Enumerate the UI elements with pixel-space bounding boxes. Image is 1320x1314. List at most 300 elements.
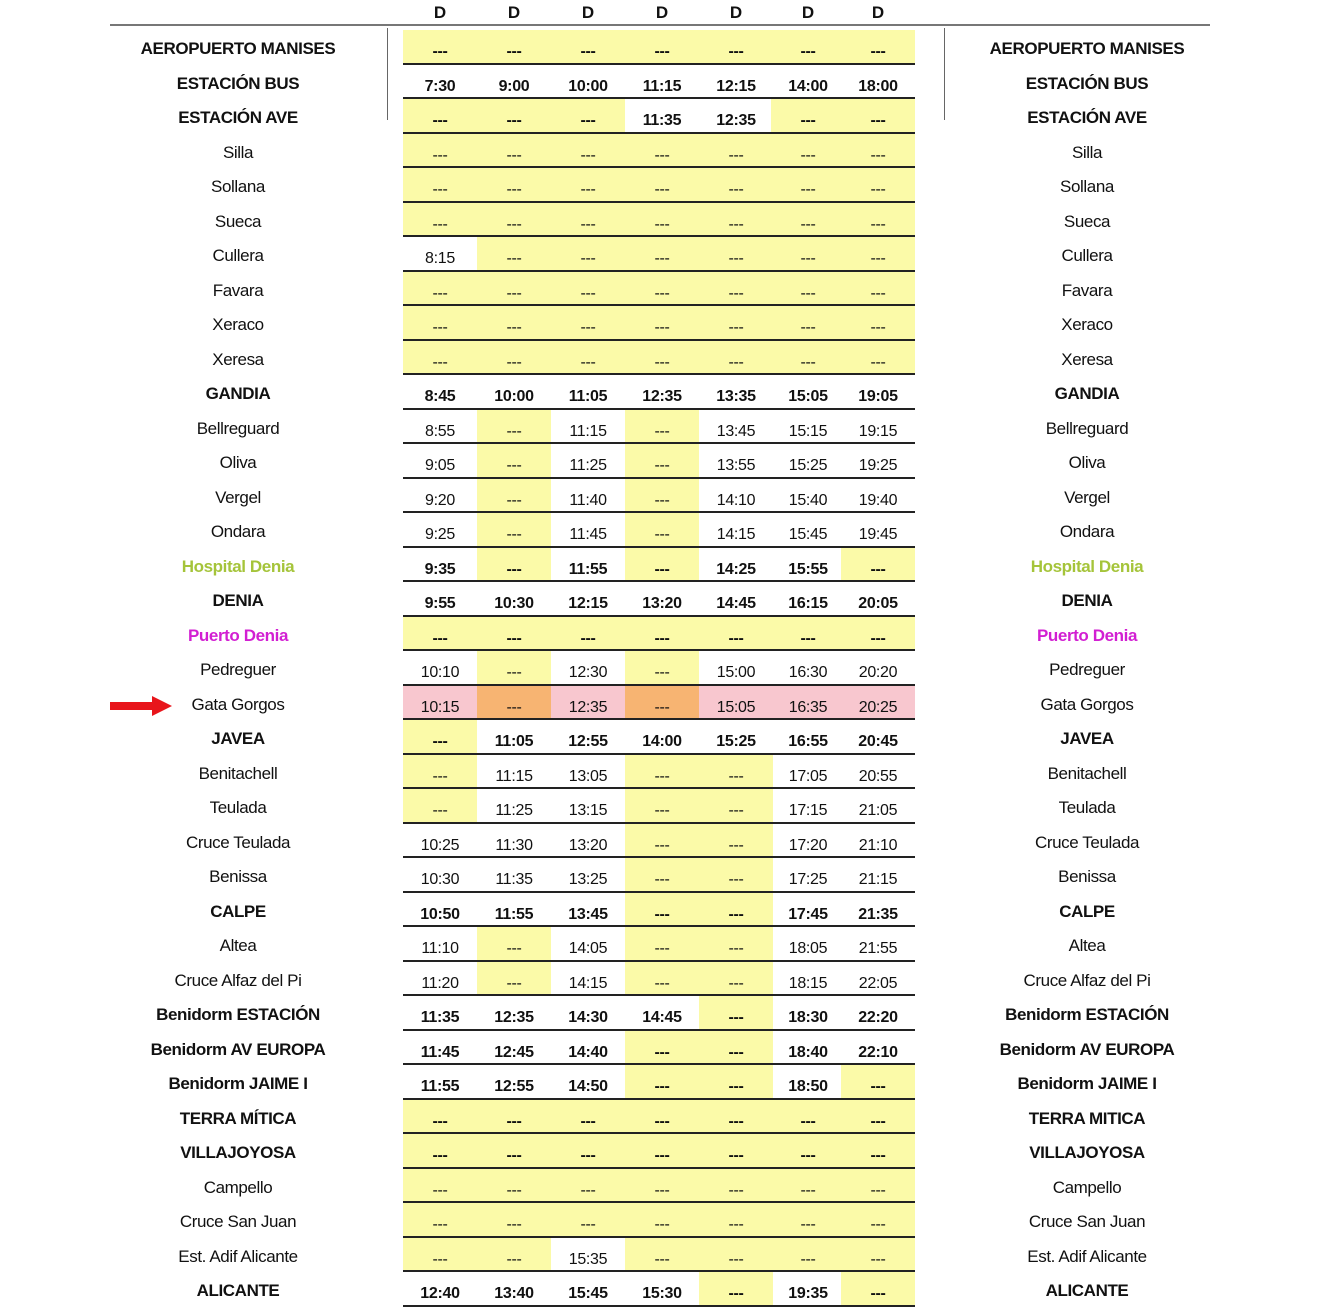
time-cell: 18:50 — [771, 1065, 845, 1100]
time-cell: --- — [551, 617, 625, 652]
time-cell: 15:45 — [771, 513, 845, 548]
stop-name-left: DENIA — [212, 591, 264, 610]
stop-name-right: Vergel — [1064, 487, 1110, 507]
time-cell: --- — [771, 168, 845, 203]
time-cell: 14:00 — [771, 65, 845, 100]
stop-name-right: Teulada — [1058, 798, 1116, 817]
time-cell: --- — [699, 1238, 773, 1273]
time-cell: --- — [841, 134, 915, 169]
time-cell: 15:25 — [699, 720, 773, 755]
time-cell: --- — [771, 203, 845, 238]
time-cell: --- — [403, 272, 477, 307]
stop-name-left: Gata Gorgos — [191, 694, 285, 714]
time-cell: --- — [477, 341, 551, 376]
time-cell: --- — [841, 1272, 915, 1307]
stop-name-right: Bellreguard — [1045, 418, 1129, 438]
stop-name-right: AEROPUERTO MANISES — [989, 39, 1185, 58]
time-cell: --- — [771, 306, 845, 341]
stop-name-left: ALICANTE — [196, 1281, 280, 1300]
time-cell: 14:00 — [625, 720, 699, 755]
time-cell: --- — [403, 1203, 477, 1238]
time-cell: --- — [625, 30, 699, 65]
time-cell: --- — [841, 168, 915, 203]
time-cell: 11:55 — [551, 548, 625, 583]
time-cell: 13:25 — [551, 858, 625, 893]
stop-name-left: Altea — [219, 936, 257, 955]
stop-name-left: Teulada — [209, 798, 267, 817]
time-cell: --- — [477, 548, 551, 583]
time-cell: --- — [551, 30, 625, 65]
time-cell: --- — [841, 30, 915, 65]
time-cell: 14:25 — [699, 548, 773, 583]
stop-name-right: GANDIA — [1054, 384, 1120, 403]
time-cell: --- — [841, 1065, 915, 1100]
time-cell: --- — [477, 1203, 551, 1238]
stop-name-right: Favara — [1061, 280, 1113, 300]
time-cell: --- — [477, 1100, 551, 1135]
stop-name-left: Cruce San Juan — [179, 1212, 297, 1231]
stop-name-left: Oliva — [219, 453, 257, 472]
time-cell: 11:45 — [551, 513, 625, 548]
time-cell: --- — [699, 617, 773, 652]
stop-name-right: ESTACIÓN AVE — [1027, 108, 1147, 127]
time-cell: --- — [625, 479, 699, 514]
time-cell: --- — [699, 134, 773, 169]
time-cell: --- — [625, 237, 699, 272]
time-cell: 12:45 — [477, 1031, 551, 1066]
time-cell: --- — [625, 444, 699, 479]
time-cell: --- — [625, 617, 699, 652]
time-cell: 15:55 — [771, 548, 845, 583]
time-cell: 10:30 — [477, 582, 551, 617]
stop-name-right: ALICANTE — [1045, 1281, 1129, 1300]
stop-name-left: Puerto Denia — [187, 625, 289, 645]
time-cell: 19:45 — [841, 513, 915, 548]
time-cell: --- — [841, 341, 915, 376]
stop-name-right: Oliva — [1068, 453, 1106, 472]
time-cell: 13:55 — [699, 444, 773, 479]
time-cell: --- — [551, 1203, 625, 1238]
stop-name-right: CALPE — [1059, 901, 1115, 921]
time-cell: 14:45 — [699, 582, 773, 617]
time-cell: 21:10 — [841, 824, 915, 859]
time-cell: --- — [699, 1134, 773, 1169]
time-cell: --- — [477, 962, 551, 997]
time-cell: 11:55 — [477, 893, 551, 928]
time-cell: --- — [771, 1203, 845, 1238]
time-cell: --- — [771, 272, 845, 307]
time-cell: --- — [551, 168, 625, 203]
time-cell: 15:00 — [699, 651, 773, 686]
time-cell: --- — [403, 1100, 477, 1135]
stop-name-right: Pedreguer — [1049, 660, 1125, 679]
time-cell: --- — [699, 927, 773, 962]
stop-name-left: CALPE — [210, 901, 266, 921]
column-header-5: D — [729, 3, 743, 22]
stop-name-right: Benidorm JAIME I — [1017, 1074, 1157, 1093]
stop-name-left: Hospital Denia — [181, 556, 295, 576]
column-header-4: D — [655, 3, 669, 22]
time-cell: --- — [551, 272, 625, 307]
stop-name-left: Benitachell — [198, 763, 278, 783]
time-cell: 19:15 — [841, 410, 915, 445]
stop-name-left: Campello — [203, 1177, 273, 1197]
time-cell: 15:05 — [771, 375, 845, 410]
time-cell: --- — [841, 272, 915, 307]
stop-name-left: GANDIA — [205, 384, 271, 403]
column-header-3: D — [581, 3, 595, 22]
time-cell: --- — [841, 1203, 915, 1238]
time-cell: --- — [699, 824, 773, 859]
time-cell: 14:10 — [699, 479, 773, 514]
stop-name-right: Cruce Alfaz del Pi — [1023, 970, 1151, 990]
stop-name-left: ESTACIÓN BUS — [176, 73, 300, 93]
time-cell: 15:30 — [625, 1272, 699, 1307]
time-cell: 18:00 — [841, 65, 915, 100]
time-cell: 11:25 — [551, 444, 625, 479]
stop-name-left: Silla — [222, 142, 254, 162]
time-cell: 20:20 — [841, 651, 915, 686]
time-cell: 22:05 — [841, 962, 915, 997]
time-cell: --- — [477, 272, 551, 307]
column-header-2: D — [507, 3, 521, 22]
time-cell: --- — [403, 341, 477, 376]
time-cell: 17:15 — [771, 789, 845, 824]
time-cell: --- — [403, 203, 477, 238]
time-cell: --- — [625, 513, 699, 548]
column-header-1: D — [433, 3, 447, 22]
time-cell: --- — [625, 686, 699, 721]
time-cell: --- — [841, 203, 915, 238]
time-cell: --- — [771, 134, 845, 169]
stop-name-right: Sueca — [1063, 211, 1111, 231]
time-cell: 12:35 — [551, 686, 625, 721]
time-cell: 12:35 — [625, 375, 699, 410]
time-cell: 11:10 — [403, 927, 477, 962]
time-cell: 13:45 — [699, 410, 773, 445]
stop-name-left: JAVEA — [211, 729, 265, 748]
stop-name-right: Benidorm AV EUROPA — [999, 1039, 1175, 1059]
column-header-7: D — [871, 3, 885, 22]
time-cell: --- — [551, 341, 625, 376]
stop-name-left: Xeresa — [212, 349, 264, 369]
time-cell: --- — [841, 1238, 915, 1273]
time-cell: 19:40 — [841, 479, 915, 514]
time-cell: --- — [771, 237, 845, 272]
time-cell: 19:05 — [841, 375, 915, 410]
time-cell: --- — [771, 1100, 845, 1135]
time-cell: --- — [551, 237, 625, 272]
stop-name-right: Puerto Denia — [1036, 625, 1138, 645]
time-cell: 16:35 — [771, 686, 845, 721]
stop-name-right: Silla — [1071, 142, 1103, 162]
time-cell: 15:25 — [771, 444, 845, 479]
time-cell: --- — [771, 1238, 845, 1273]
time-cell: --- — [625, 168, 699, 203]
time-cell: 12:15 — [551, 582, 625, 617]
stop-name-right: Ondara — [1059, 522, 1115, 541]
time-cell: --- — [625, 789, 699, 824]
time-cell: --- — [699, 341, 773, 376]
time-cell: 10:10 — [403, 651, 477, 686]
time-cell: --- — [477, 686, 551, 721]
time-cell: --- — [625, 651, 699, 686]
time-cell: 14:40 — [551, 1031, 625, 1066]
time-cell: --- — [841, 237, 915, 272]
time-cell: --- — [841, 1134, 915, 1169]
time-cell: --- — [477, 1169, 551, 1204]
time-cell: --- — [551, 203, 625, 238]
time-cell: --- — [625, 341, 699, 376]
stop-name-left: Est. Adif Alicante — [178, 1246, 298, 1266]
time-cell: 20:55 — [841, 755, 915, 790]
stop-name-right: Cullera — [1061, 246, 1113, 265]
stop-name-right: Benissa — [1058, 867, 1116, 886]
time-cell: 21:35 — [841, 893, 915, 928]
stop-name-right: Cruce Teulada — [1034, 832, 1140, 852]
time-cell: --- — [625, 1238, 699, 1273]
time-cell: --- — [771, 1134, 845, 1169]
stop-name-right: Est. Adif Alicante — [1027, 1246, 1147, 1266]
stop-name-right: Campello — [1052, 1177, 1122, 1197]
time-cell: --- — [625, 755, 699, 790]
time-cell: --- — [551, 1169, 625, 1204]
time-cell: 11:35 — [625, 99, 699, 134]
time-cell: --- — [625, 134, 699, 169]
time-cell: 13:45 — [551, 893, 625, 928]
time-cell: --- — [841, 617, 915, 652]
time-cell: --- — [699, 203, 773, 238]
stop-name-left: Vergel — [215, 487, 261, 507]
time-cell: --- — [403, 30, 477, 65]
time-cell: 14:45 — [625, 996, 699, 1031]
stop-name-right: Altea — [1068, 936, 1106, 955]
time-cell: 10:00 — [551, 65, 625, 100]
time-cell: 9:55 — [403, 582, 477, 617]
time-cell: 14:05 — [551, 927, 625, 962]
stop-name-right: DENIA — [1061, 591, 1113, 610]
time-cell: 10:25 — [403, 824, 477, 859]
stop-name-right: Xeraco — [1061, 315, 1113, 334]
time-cell: --- — [477, 513, 551, 548]
time-cell: --- — [477, 134, 551, 169]
time-cell: --- — [699, 789, 773, 824]
stop-name-left: Favara — [212, 280, 264, 300]
time-cell: 14:15 — [551, 962, 625, 997]
time-cell: --- — [625, 824, 699, 859]
time-cell: 16:55 — [771, 720, 845, 755]
time-cell: 20:45 — [841, 720, 915, 755]
time-cell: 22:10 — [841, 1031, 915, 1066]
time-cell: --- — [551, 306, 625, 341]
time-cell: --- — [625, 927, 699, 962]
stop-name-right: ESTACIÓN BUS — [1025, 73, 1149, 93]
time-cell: --- — [403, 755, 477, 790]
time-cell: --- — [477, 444, 551, 479]
time-cell: 8:15 — [403, 237, 477, 272]
time-cell: --- — [625, 962, 699, 997]
time-cell: 11:15 — [551, 410, 625, 445]
left-divider — [387, 28, 388, 120]
time-cell: --- — [625, 548, 699, 583]
stop-name-left: Cruce Teulada — [185, 832, 291, 852]
time-cell: 15:45 — [551, 1272, 625, 1307]
time-cell: --- — [625, 1169, 699, 1204]
time-cell: 16:15 — [771, 582, 845, 617]
time-cell: --- — [477, 410, 551, 445]
time-cell: 22:20 — [841, 996, 915, 1031]
time-cell: --- — [477, 99, 551, 134]
time-cell: 18:15 — [771, 962, 845, 997]
time-cell: --- — [477, 1134, 551, 1169]
time-cell: --- — [403, 99, 477, 134]
time-cell: 14:15 — [699, 513, 773, 548]
time-cell: 9:20 — [403, 479, 477, 514]
stop-name-left: Benidorm ESTACIÓN — [156, 1005, 320, 1024]
time-cell: --- — [841, 306, 915, 341]
time-cell: 21:15 — [841, 858, 915, 893]
time-cell: 8:45 — [403, 375, 477, 410]
time-cell: --- — [699, 1100, 773, 1135]
stop-name-right: TERRA MITICA — [1028, 1108, 1146, 1128]
time-cell: 17:05 — [771, 755, 845, 790]
time-cell: 14:50 — [551, 1065, 625, 1100]
stop-name-right: Benitachell — [1047, 763, 1127, 783]
time-cell: --- — [625, 893, 699, 928]
stop-name-left: VILLAJOYOSA — [180, 1143, 296, 1162]
time-cell: --- — [625, 858, 699, 893]
time-cell: --- — [477, 1238, 551, 1273]
stop-name-right: Xeresa — [1061, 349, 1113, 369]
time-cell: --- — [403, 1169, 477, 1204]
stop-name-left: Cullera — [212, 246, 264, 265]
time-cell: --- — [403, 134, 477, 169]
time-cell: 10:30 — [403, 858, 477, 893]
time-cell: --- — [477, 306, 551, 341]
time-cell: 20:05 — [841, 582, 915, 617]
time-cell: --- — [625, 272, 699, 307]
time-cell: 11:30 — [477, 824, 551, 859]
time-cell: --- — [771, 1169, 845, 1204]
time-cell: --- — [477, 927, 551, 962]
time-cell: 21:55 — [841, 927, 915, 962]
time-cell: --- — [403, 168, 477, 203]
time-cell: 12:15 — [699, 65, 773, 100]
time-cell: 11:05 — [477, 720, 551, 755]
time-cell: 11:05 — [551, 375, 625, 410]
time-cell: 15:15 — [771, 410, 845, 445]
time-cell: --- — [403, 720, 477, 755]
time-cell: 9:05 — [403, 444, 477, 479]
time-cell: --- — [699, 1203, 773, 1238]
time-cell: 14:30 — [551, 996, 625, 1031]
time-cell: --- — [699, 272, 773, 307]
time-cell: --- — [625, 1065, 699, 1100]
time-cell: --- — [699, 893, 773, 928]
time-cell: 21:05 — [841, 789, 915, 824]
time-cell: 10:15 — [403, 686, 477, 721]
time-cell: 13:40 — [477, 1272, 551, 1307]
time-cell: --- — [477, 237, 551, 272]
stop-name-left: AEROPUERTO MANISES — [140, 39, 336, 58]
time-cell: 12:35 — [699, 99, 773, 134]
time-cell: 9:25 — [403, 513, 477, 548]
time-cell: 15:05 — [699, 686, 773, 721]
stop-name-left: TERRA MÍTICA — [179, 1108, 297, 1128]
time-cell: --- — [841, 548, 915, 583]
time-cell: --- — [551, 1100, 625, 1135]
stop-name-left: Bellreguard — [196, 418, 280, 438]
time-cell: 15:35 — [551, 1238, 625, 1273]
stop-name-left: Cruce Alfaz del Pi — [174, 970, 302, 990]
time-cell: --- — [477, 651, 551, 686]
stop-name-left: Xeraco — [212, 315, 264, 334]
time-cell: 11:45 — [403, 1031, 477, 1066]
time-cell: 10:50 — [403, 893, 477, 928]
time-cell: --- — [699, 30, 773, 65]
time-cell: --- — [841, 1169, 915, 1204]
stop-name-right: JAVEA — [1060, 729, 1114, 748]
stop-name-right: Benidorm ESTACIÓN — [1005, 1005, 1169, 1024]
time-cell: --- — [477, 617, 551, 652]
red-arrow-icon — [110, 696, 172, 716]
time-cell: 13:35 — [699, 375, 773, 410]
time-cell: 10:00 — [477, 375, 551, 410]
time-cell: --- — [551, 99, 625, 134]
time-cell: --- — [625, 1031, 699, 1066]
stop-name-left: Benidorm JAIME I — [168, 1074, 308, 1093]
stop-name-right: Gata Gorgos — [1040, 694, 1134, 714]
stop-name-right: Cruce San Juan — [1028, 1212, 1146, 1231]
time-cell: 17:20 — [771, 824, 845, 859]
time-cell: 11:55 — [403, 1065, 477, 1100]
time-cell: --- — [841, 99, 915, 134]
time-cell: 8:55 — [403, 410, 477, 445]
time-cell: --- — [477, 479, 551, 514]
time-cell: 19:25 — [841, 444, 915, 479]
time-cell: --- — [699, 996, 773, 1031]
time-cell: --- — [771, 341, 845, 376]
time-cell: 12:30 — [551, 651, 625, 686]
time-cell: 18:40 — [771, 1031, 845, 1066]
time-cell: 20:25 — [841, 686, 915, 721]
time-cell: --- — [699, 306, 773, 341]
stop-name-right: VILLAJOYOSA — [1029, 1143, 1145, 1162]
time-cell: --- — [699, 962, 773, 997]
time-cell: --- — [771, 617, 845, 652]
time-cell: 13:20 — [625, 582, 699, 617]
time-cell: --- — [625, 1203, 699, 1238]
time-cell: 12:40 — [403, 1272, 477, 1307]
time-cell: --- — [551, 134, 625, 169]
time-cell: 11:35 — [477, 858, 551, 893]
time-cell: --- — [403, 789, 477, 824]
time-cell: --- — [699, 858, 773, 893]
time-cell: --- — [771, 30, 845, 65]
time-cell: --- — [699, 1169, 773, 1204]
time-cell: 7:30 — [403, 65, 477, 100]
time-cell: 13:05 — [551, 755, 625, 790]
time-cell: --- — [699, 1272, 773, 1307]
time-cell: --- — [841, 1100, 915, 1135]
time-cell: 11:15 — [477, 755, 551, 790]
time-cell: --- — [771, 99, 845, 134]
time-cell: 11:20 — [403, 962, 477, 997]
time-cell: 19:35 — [771, 1272, 845, 1307]
time-cell: 11:15 — [625, 65, 699, 100]
column-header-6: D — [801, 3, 815, 22]
stop-name-left: ESTACIÓN AVE — [178, 108, 298, 127]
